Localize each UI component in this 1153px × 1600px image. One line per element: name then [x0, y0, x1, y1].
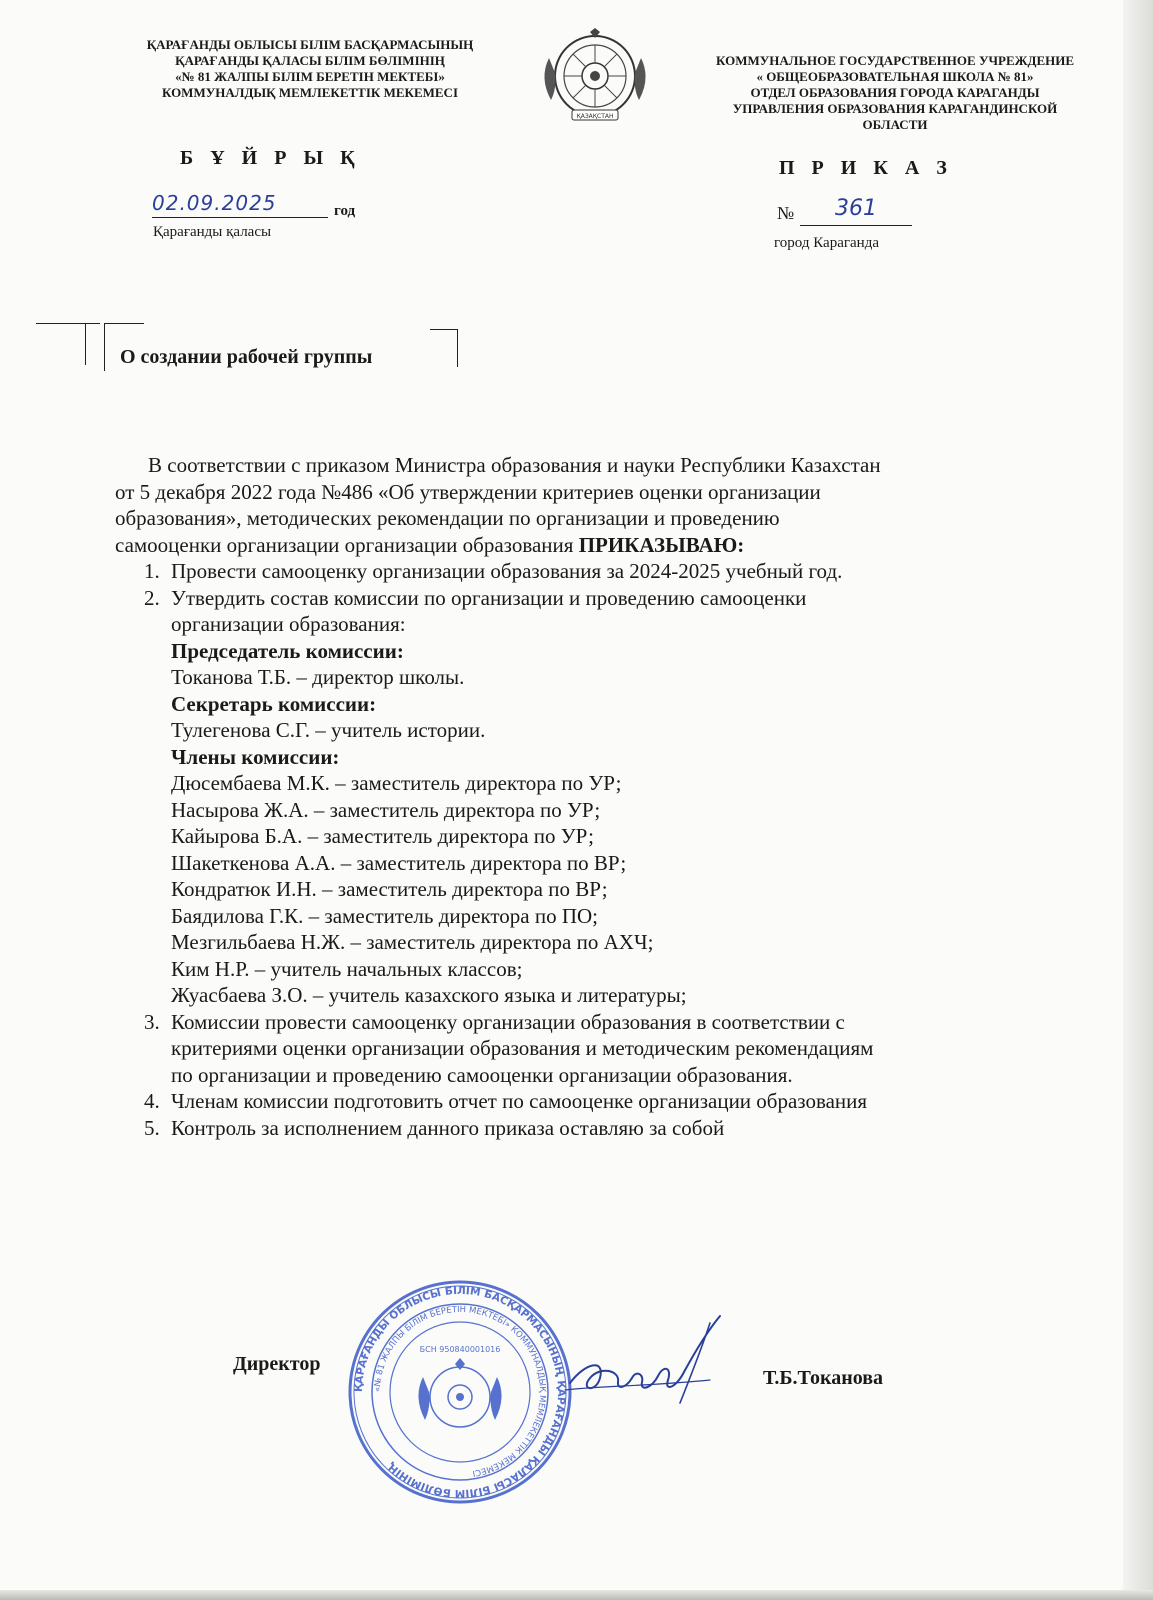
header-ru-line: ОТДЕЛ ОБРАЗОВАНИЯ ГОРОДА КАРАГАНДЫ — [750, 85, 1040, 100]
member-entry: Баядилова Г.К. – заместитель директора по ПО; — [171, 903, 599, 928]
bracket-line — [457, 329, 458, 367]
header-kz-line: ҚАРАҒАНДЫ ОБЛЫСЫ БІЛІМ БАСҚАРМАСЫНЫҢ — [146, 37, 474, 52]
handwritten-date: 02.09.2025 — [152, 190, 328, 218]
header-kz-line: КОММУНАЛДЫҚ МЕМЛЕКЕТТІК МЕКЕМЕСІ — [161, 85, 459, 100]
member-entry: Жуасбаева З.О. – учитель казахского языка и литературы; — [171, 983, 687, 1007]
city-ru: город Караганда — [774, 235, 879, 251]
handwritten-order-number: 361 — [800, 195, 912, 226]
member-entry: Насырова Ж.А. – заместитель директора по УР; — [171, 797, 601, 822]
item-number: 2. — [144, 585, 160, 610]
header-ru-line: УПРАВЛЕНИЯ ОБРАЗОВАНИЯ КАРАГАНДИНСКОЙ — [732, 101, 1058, 116]
item-number: 1. — [144, 559, 160, 583]
header-kz-line: «№ 81 ЖАЛПЫ БІЛІМ БЕРЕТІН МЕКТЕБІ» — [175, 69, 445, 84]
member-entry: Ким Н.Р. – учитель начальных классов; — [171, 956, 523, 981]
item-number: 3. — [144, 1009, 160, 1034]
order-item — [144, 558, 1065, 585]
header-kz-line: ҚАРАҒАНДЫ ҚАЛАСЫ БІЛІМ БӨЛІМІНІҢ — [175, 53, 445, 68]
date-suffix: год — [334, 203, 356, 219]
order-item — [144, 1115, 1065, 1142]
item-number: 4. — [144, 1089, 160, 1113]
intro-line: образования», методических рекомендации по организации и проведению — [115, 506, 780, 530]
item-line: Членам комиссии подготовить отчет по самооценке организации образования — [171, 1089, 868, 1113]
secretary-entry: Тулегенова С.Г. – учитель истории. — [171, 718, 486, 742]
header-ru-line: ОБЛАСТИ — [862, 117, 928, 132]
item-line: организации образования: — [171, 612, 406, 636]
svg-text:«№ 81 ЖАЛПЫ БІЛІМ БЕРЕТІН МЕКТ — [373, 1305, 547, 1478]
city-kz: Қарағанды қаласы — [153, 224, 272, 240]
intro-line: В соответствии с приказом Министра образования и науки Республики Казахстан — [148, 453, 881, 477]
order-item — [144, 585, 1065, 1009]
signatory-name: Т.Б.Токанова — [763, 1367, 884, 1389]
command-word: ПРИКАЗЫВАЮ: — [578, 532, 745, 557]
header-ru — [660, 53, 1130, 133]
order-number-label: № — [777, 203, 795, 223]
stamp-outer-text: ҚАРАҒАНДЫ ОБЛЫСЫ БІЛІМ БАСҚАРМАСЫНЫҢ ҚАРАҒАНДЫ ҚАЛАСЫ БІЛІМ БӨЛІМІНІҢ — [352, 1284, 568, 1500]
intro-line: от 5 декабря 2022 года №486 «Об утверждении критериев оценки организации — [115, 479, 821, 504]
order-title-kz: Б Ұ Й Р Ы Қ — [180, 147, 361, 169]
state-emblem-icon — [535, 28, 655, 128]
member-entry: Кондратюк И.Н. – заместитель директора по ВР; — [171, 877, 608, 901]
handwritten-signature-icon — [560, 1308, 730, 1418]
item-line: Контроль за исполнением данного приказа оставляю за собой — [171, 1115, 725, 1140]
member-entry: Мезгильбаева Н.Ж. – заместитель директора по АХЧ; — [171, 930, 654, 954]
header-ru-line: КОММУНАЛЬНОЕ ГОСУДАРСТВЕННОЕ УЧРЕЖДЕНИЕ — [715, 53, 1075, 68]
bracket-line — [104, 323, 144, 324]
member-entry: Кайырова Б.А. – заместитель директора по УР; — [171, 824, 594, 848]
page-edge-shadow — [1123, 0, 1153, 1600]
bracket-line — [85, 323, 86, 365]
official-stamp-icon — [345, 1272, 575, 1512]
secretary-label: Секретарь комиссии: — [171, 691, 377, 716]
order-body — [115, 452, 1065, 1141]
bracket-line — [36, 323, 100, 324]
order-item — [144, 1009, 1065, 1089]
member-entry: Дюсембаева М.К. – заместитель директора по УР; — [171, 771, 622, 795]
members-label: Члены комиссии: — [171, 744, 340, 769]
emblem-text: ҚАЗАҚСТАН — [576, 113, 614, 120]
item-line: критериями оценки организации образования и методическим рекомендациям — [171, 1036, 874, 1060]
order-title-ru: П Р И К А З — [779, 157, 953, 179]
bracket-line — [430, 329, 458, 330]
order-item — [144, 1088, 1065, 1115]
header-ru-line: « ОБЩЕОБРАЗОВАТЕЛЬНАЯ ШКОЛА № 81» — [756, 69, 1034, 84]
page-bottom-edge — [0, 1590, 1153, 1600]
intro-text: самооценки организации организации образования — [115, 532, 574, 557]
chair-entry: Токанова Т.Б. – директор школы. — [171, 665, 465, 689]
stamp-inner-text: «№ 81 ЖАЛПЫ БІЛІМ БЕРЕТІН МЕКТЕБІ» КОММУНАЛДЫҚ МЕМЛЕКЕТТІК МЕКЕМЕСІ — [372, 1304, 548, 1478]
chair-label: Председатель комиссии: — [171, 638, 404, 663]
item-line: Утвердить состав комиссии по организации и проведению самооценки — [171, 585, 807, 610]
order-subject: О создании рабочей группы — [120, 346, 373, 368]
member-entry: Шакеткенова А.А. – заместитель директора по ВР; — [171, 850, 627, 875]
header-kz — [100, 37, 520, 101]
signatory-role: Директор — [233, 1353, 321, 1375]
item-number: 5. — [144, 1115, 160, 1140]
order-items — [115, 558, 1065, 1141]
commission-composition — [171, 638, 1065, 1009]
item-line: Провести самооценку организации образования за 2024-2025 учебный год. — [171, 559, 843, 583]
item-line: по организации и проведению самооценки организации образования. — [171, 1062, 793, 1087]
intro-paragraph — [115, 452, 1065, 558]
item-line: Комиссии провести самооценку организации образования в соответствии с — [171, 1009, 845, 1034]
bracket-line — [104, 323, 105, 371]
stamp-bin: БСН 950840001016 — [419, 1345, 501, 1354]
intro-last-line — [115, 532, 1065, 559]
